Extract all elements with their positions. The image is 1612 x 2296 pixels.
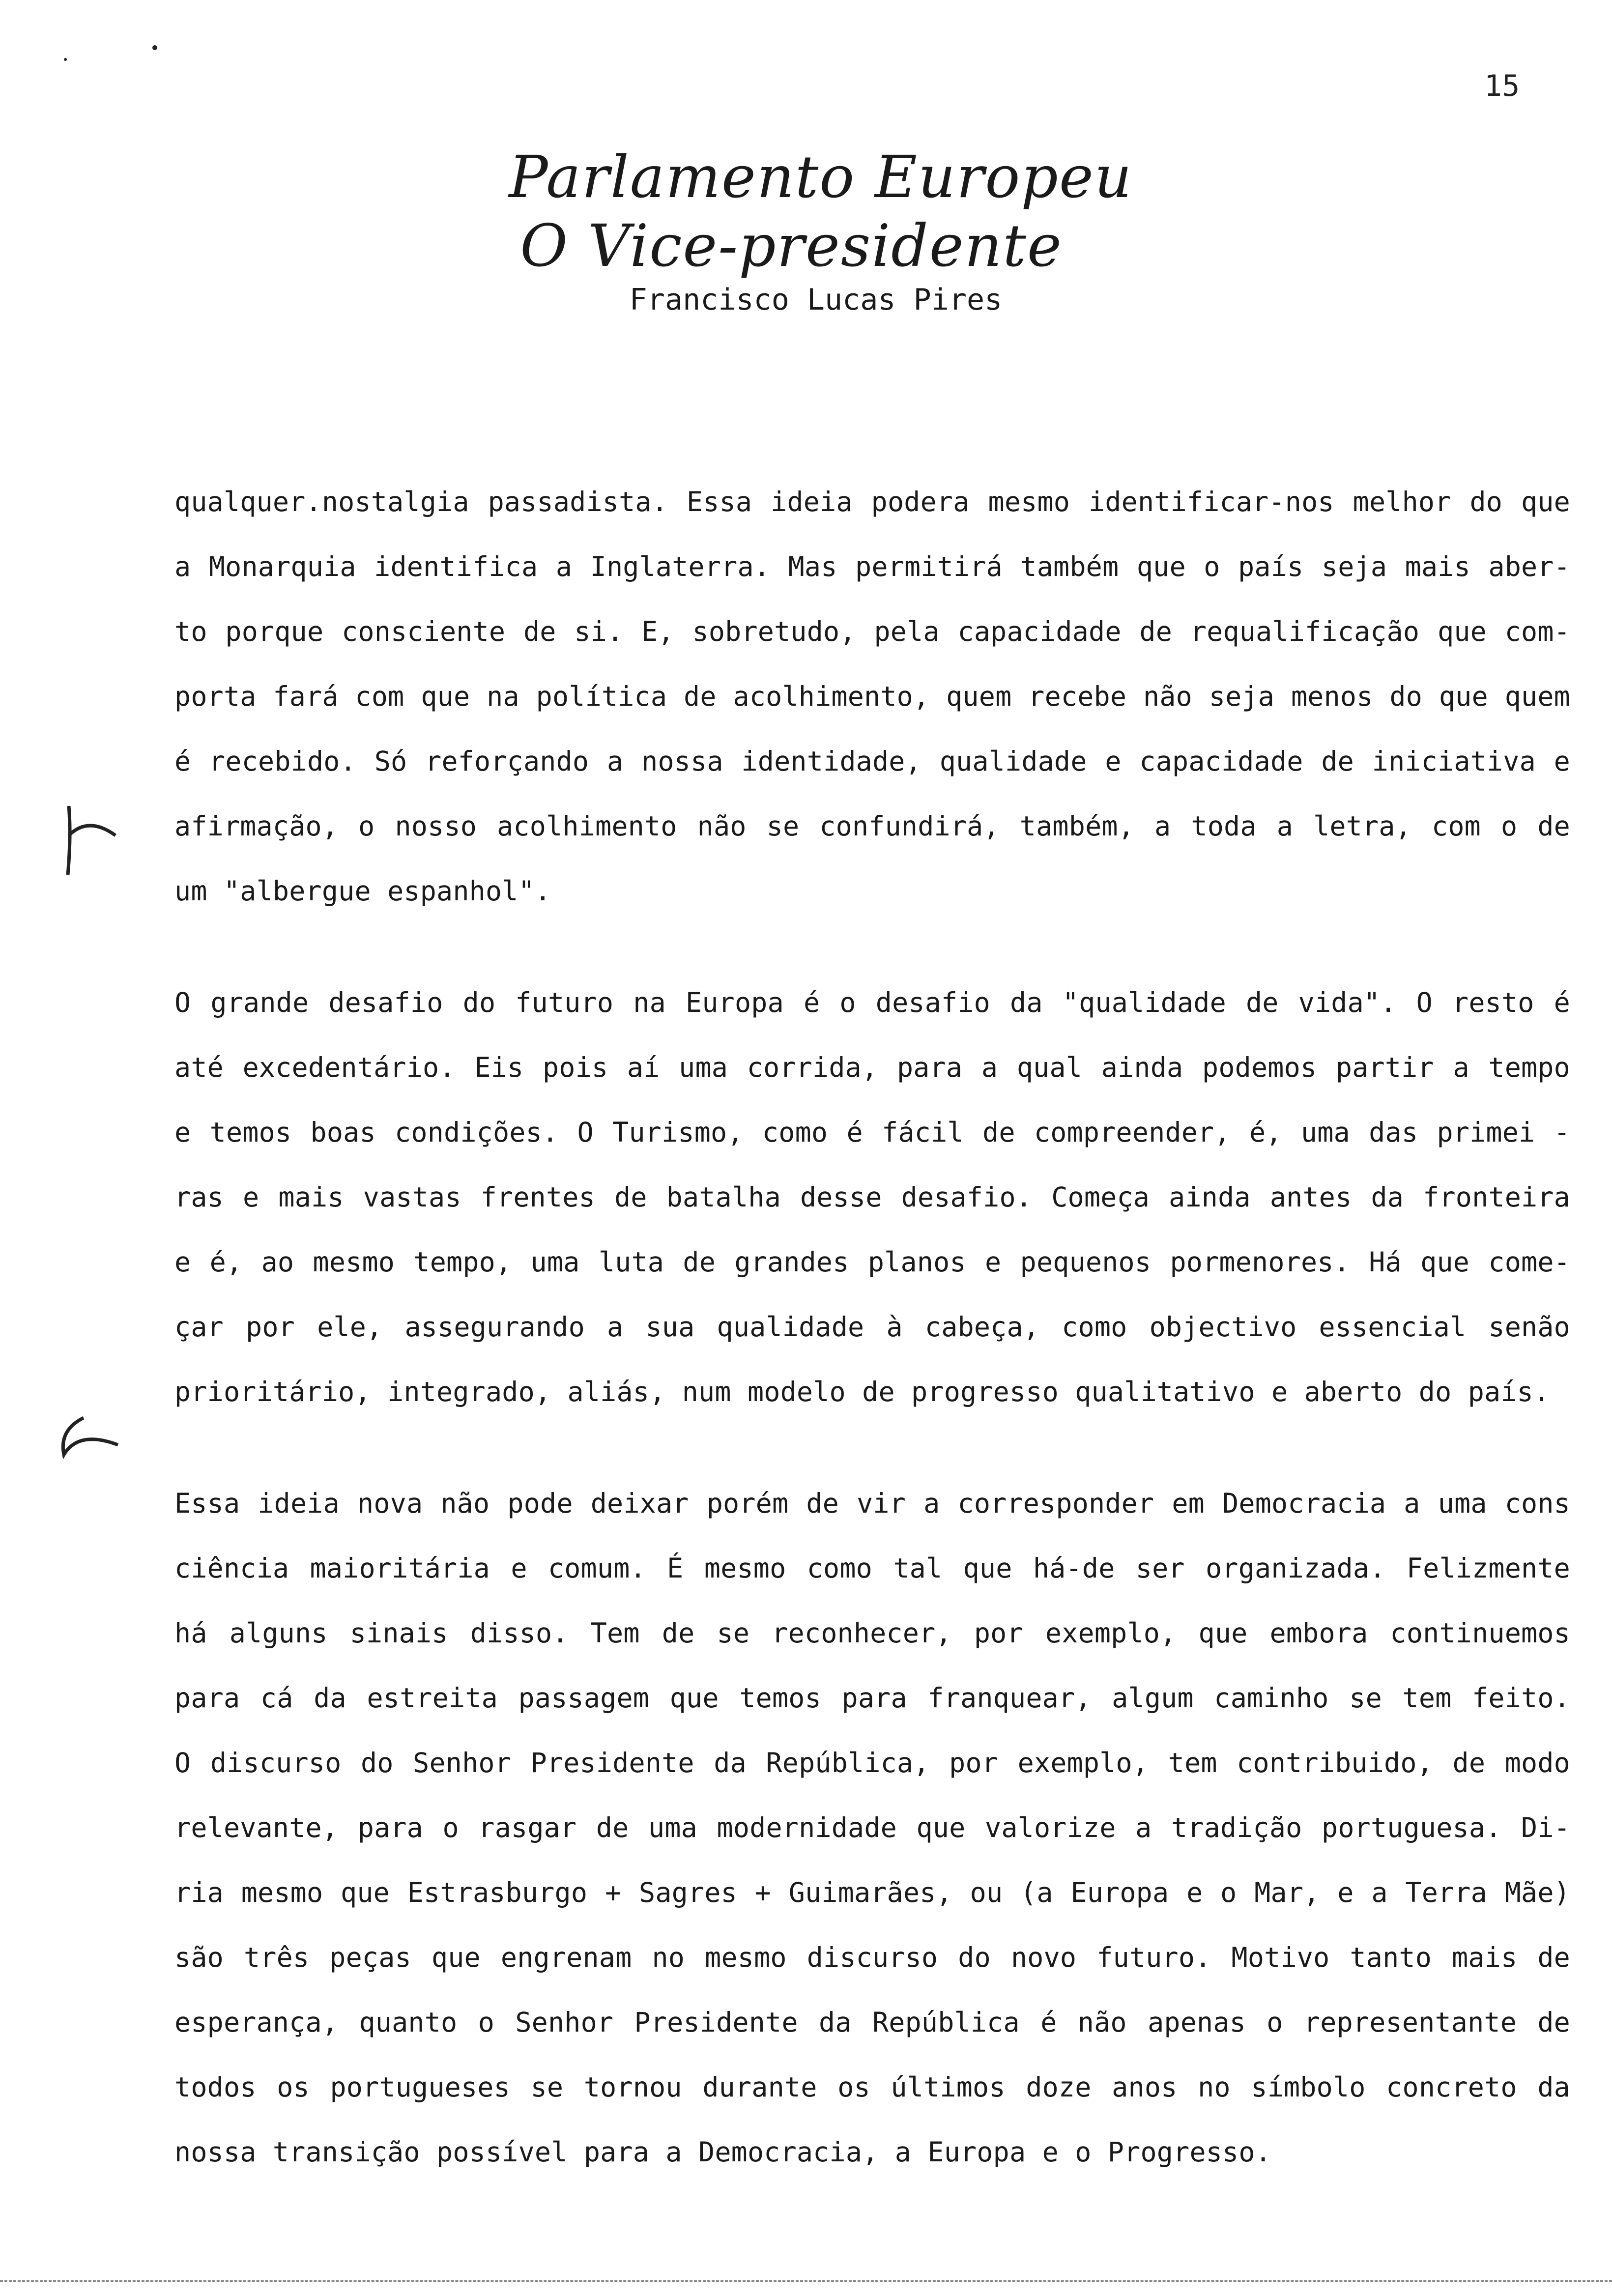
- text-line: qualquer.nostalgia passadista. Essa ideia podera mesmo identificar-nos melhor do que: [174, 486, 1570, 517]
- margin-mark-1: [49, 796, 123, 880]
- text-line: O discurso do Senhor Presidente da República, por exemplo, tem contribuido, de modo: [174, 1747, 1570, 1779]
- scan-speck: [152, 45, 157, 50]
- text-line: O grande desafio do futuro na Europa é o desafio da "qualidade de vida". O resto é: [174, 987, 1570, 1018]
- text-line: relevante, para o rasgar de uma modernidade que valorize a tradição portuguesa. Di-: [174, 1812, 1570, 1843]
- text-line: Essa ideia nova não pode deixar porém de vir a corresponder em Democracia a uma cons: [174, 1488, 1570, 1519]
- margin-mark-2: [49, 1410, 128, 1474]
- text-line: to porque consciente de si. E, sobretudo, pela capacidade de requalificação que com-: [174, 616, 1570, 647]
- letterhead-organization: Parlamento Europeu: [509, 143, 1133, 211]
- text-line: nossa transição possível para a Democracia, a Europa e o Progresso.: [174, 2136, 1271, 2168]
- paragraph: [174, 970, 1570, 1424]
- text-line: esperança, quanto o Senhor Presidente da República é não apenas o representante de: [174, 2007, 1570, 2038]
- text-line: çar por ele, assegurando a sua qualidade à cabeça, como objectivo essencial senão: [174, 1311, 1570, 1343]
- letterhead-name: Francisco Lucas Pires: [629, 283, 1003, 317]
- text-line: ras e mais vastas frentes de batalha desse desafio. Começa ainda antes da fronteira: [174, 1181, 1570, 1213]
- text-line: a Monarquia identifica a Inglaterra. Mas permitirá também que o país seja mais aber-: [174, 551, 1570, 582]
- letterhead: [0, 143, 1612, 319]
- text-line: afirmação, o nosso acolhimento não se confundirá, também, a toda a letra, com o de: [174, 810, 1570, 842]
- text-line: há alguns sinais disso. Tem de se reconhecer, por exemplo, que embora continuemos: [174, 1617, 1570, 1649]
- text-line: um "albergue espanhol".: [174, 875, 551, 907]
- page-bottom-edge: [0, 2280, 1612, 2282]
- letterhead-role: O Vice-presidente: [520, 212, 1063, 280]
- paragraph: [174, 469, 1570, 923]
- text-line: e é, ao mesmo tempo, uma luta de grandes planos e pequenos pormenores. Há que come-: [174, 1246, 1570, 1278]
- text-line: é recebido. Só reforçando a nossa identidade, qualidade e capacidade de iniciativa e: [174, 746, 1570, 777]
- paragraph: [174, 1471, 1570, 2184]
- text-line: ciência maioritária e comum. É mesmo como tal que há-de ser organizada. Felizmente: [174, 1552, 1570, 1584]
- text-line: são três peças que engrenam no mesmo discurso do novo futuro. Motivo tanto mais de: [174, 1942, 1570, 1973]
- text-line: até excedentário. Eis pois aí uma corrida, para a qual ainda podemos partir a tempo: [174, 1052, 1570, 1083]
- page-number: 15: [1484, 69, 1520, 103]
- scan-speck: [64, 58, 67, 61]
- text-line: e temos boas condições. O Turismo, como é fácil de compreender, é, uma das primei -: [174, 1117, 1570, 1148]
- text-line: ria mesmo que Estrasburgo + Sagres + Guimarães, ou (a Europa e o Mar, e a Terra Mãe): [174, 1877, 1570, 1908]
- text-line: todos os portugueses se tornou durante os últimos doze anos no símbolo concreto da: [174, 2071, 1570, 2103]
- text-line: prioritário, integrado, aliás, num modelo de progresso qualitativo e aberto do país.: [174, 1376, 1550, 1407]
- text-line: porta fará com que na política de acolhimento, quem recebe não seja menos do que quem: [174, 681, 1570, 712]
- letter-body: [174, 469, 1570, 2231]
- text-line: para cá da estreita passagem que temos para franquear, algum caminho se tem feito.: [174, 1682, 1570, 1714]
